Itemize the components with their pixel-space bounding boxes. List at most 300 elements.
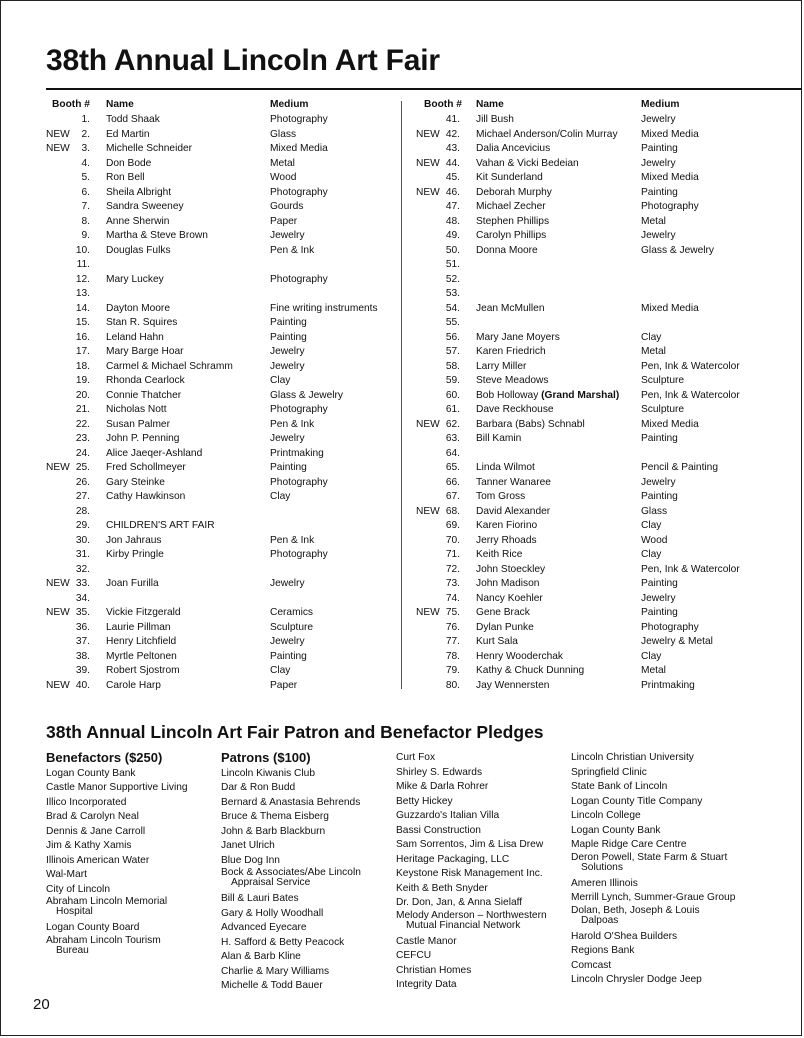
artist-name (106, 432, 179, 447)
booth-number: 11. (76, 259, 90, 270)
artist-name-text: Myrtle Peltonen (106, 650, 177, 662)
artist-name-text: Robert Sjostrom (106, 665, 180, 676)
pledge-item (46, 921, 188, 936)
booth-number: 65. (445, 462, 460, 473)
medium: Jewelry (270, 230, 305, 241)
medium: Mixed Media (641, 302, 699, 314)
pledge-item-text: Logan County Bank (571, 824, 661, 836)
booth-number: 23. (75, 433, 90, 444)
medium: Metal (641, 215, 666, 227)
booth-number: 29. (75, 520, 90, 531)
artist-name-text: Vahan & Vicki Bedeian (476, 157, 579, 169)
artist-name-text: Mary Jane Moyers (476, 331, 560, 343)
medium: Clay (641, 331, 662, 343)
artist-name-text: Jerry Rhoads (476, 534, 537, 546)
artist-name-text: Don Bode (106, 157, 152, 169)
booth-number: 25. (75, 462, 90, 473)
artist-name-text: Jill Bush (476, 114, 514, 125)
new-badge: NEW (416, 418, 440, 430)
pledge-item-text: Heritage Packaging, LLC (396, 853, 510, 865)
booth-number: 52. (445, 273, 460, 285)
pledge-item-text: Dolan, Beth, Joseph & Louis (571, 904, 700, 916)
booth-number: 62. (445, 418, 460, 430)
booth-number: 19. (75, 375, 90, 386)
pledge-item (46, 897, 188, 917)
artist-name-text: Tanner Wanaree (476, 476, 551, 488)
artist-name-text: John Madison (476, 578, 540, 589)
booth-number: 59. (445, 375, 460, 386)
booth-number: 20. (75, 389, 90, 401)
artist-name-text: Gene Brack (476, 607, 530, 618)
artist-name (476, 461, 535, 476)
artist-name (476, 171, 543, 186)
pledge-item-text: Dar & Ron Budd (221, 782, 296, 793)
artist-name (476, 577, 539, 592)
artist-name (106, 534, 162, 549)
pledge-item (46, 839, 188, 854)
medium: Pen, Ink & Watercolor (641, 563, 740, 575)
artist-name-text: Susan Palmer (106, 418, 170, 430)
booth-number: 68. (445, 505, 460, 517)
medium: Jewelry & Metal (641, 636, 713, 647)
new-badge: NEW (416, 607, 440, 618)
pledge-item-continued: Appraisal Service (231, 877, 311, 888)
pledge-item (571, 959, 735, 974)
medium: Jewelry (641, 114, 676, 125)
artist-name (106, 621, 171, 636)
artist-name-text: John Stoeckley (476, 563, 546, 575)
booth-number: 56. (445, 331, 460, 343)
artist-name-text: Kit Sunderland (476, 172, 543, 183)
pledge-item-text: Bernard & Anastasia Behrends (221, 796, 361, 808)
medium: Photography (641, 201, 699, 212)
pledge-item (396, 867, 547, 882)
pledge-item-text: Lincoln Christian University (571, 752, 694, 763)
medium: Metal (641, 665, 666, 676)
artist-name-text: Bill Kamin (476, 433, 522, 444)
artist-name (476, 432, 521, 447)
pledge-item-text: Logan County Bank (46, 767, 136, 779)
artist-name-text: Mary Luckey (106, 273, 164, 285)
artist-name (476, 505, 550, 520)
new-badge: NEW (46, 607, 70, 618)
medium: Photography (270, 404, 328, 415)
pledge-item (396, 896, 547, 911)
artist-name-text: Dylan Punke (476, 621, 534, 633)
medium: Clay (641, 520, 662, 531)
artist-name-text: Dave Reckhouse (476, 404, 554, 415)
booth-number: 37. (75, 636, 90, 647)
booth-number: 24. (75, 447, 90, 459)
artist-name (476, 229, 546, 244)
artist-name-text: Larry Miller (476, 360, 527, 372)
booth-number: 66. (445, 476, 460, 488)
medium: Pen, Ink & Watercolor (641, 360, 740, 372)
artist-name-text: Fred Schollmeyer (106, 462, 186, 473)
pledge-item-text: Springfield Clinic (571, 766, 647, 778)
pledge-item-text: Logan County Board (46, 922, 140, 933)
medium: Ceramics (270, 607, 314, 618)
booth-number: 30. (75, 534, 90, 546)
artist-name (476, 563, 545, 578)
pledge-item (46, 825, 188, 840)
artist-name-text: Karen Friedrich (476, 346, 546, 357)
medium: Clay (270, 375, 291, 386)
medium: Mixed Media (641, 172, 699, 183)
pledge-item-continued: Solutions (581, 861, 623, 873)
pledge-item (396, 766, 547, 781)
booth-number: 6. (81, 186, 90, 198)
booth-number: 14. (75, 302, 90, 314)
booth-number: 35. (75, 607, 90, 618)
artist-name-text: Carolyn Phillips (476, 230, 547, 241)
pledge-item-text: Alan & Barb Kline (221, 951, 301, 962)
booth-number: 54. (445, 302, 460, 314)
artist-name (106, 650, 177, 665)
artist-name-text: Alice Jaeqer-Ashland (106, 447, 203, 459)
artist-name (106, 389, 181, 404)
pledge-item (221, 825, 361, 840)
pledge-item-text: Comcast (571, 959, 612, 971)
medium: Glass & Jewelry (270, 389, 344, 401)
new-badge: NEW (46, 143, 70, 154)
pledge-item (221, 868, 361, 888)
artist-name (476, 345, 546, 360)
medium: Gourds (270, 201, 304, 212)
pledge-item (221, 854, 361, 869)
artist-name (106, 215, 169, 230)
artist-name-text: Kurt Sala (476, 636, 518, 647)
pledge-item (221, 767, 361, 782)
pledge-item (571, 891, 735, 906)
artist-name (476, 490, 525, 505)
artist-name (106, 316, 177, 331)
medium: Clay (270, 665, 291, 676)
pledge-item-continued: Bureau (56, 944, 89, 956)
medium: Painting (641, 578, 678, 589)
pledge-item (396, 882, 547, 897)
artist-name-text: Rhonda Cearlock (106, 375, 185, 386)
medium: Metal (641, 346, 666, 357)
pledge-item (396, 911, 547, 931)
pledge-item (396, 978, 547, 993)
medium: Jewelry (641, 157, 676, 169)
booth-number: 34. (75, 592, 90, 604)
page-number: 20 (33, 996, 50, 1013)
artist-name (106, 519, 215, 534)
booth-number: 78. (445, 650, 460, 662)
booth-number: 9. (81, 230, 90, 241)
medium: Paper (270, 215, 298, 227)
new-badge: NEW (416, 157, 440, 169)
pledge-item (46, 767, 188, 782)
artist-name (106, 142, 192, 157)
medium: Mixed Media (641, 418, 699, 430)
pledge-item (221, 936, 361, 951)
booth-number: 58. (445, 360, 460, 372)
artist-name-text: Dayton Moore (106, 302, 170, 314)
artist-name-text: Ron Bell (106, 172, 145, 183)
pledge-item-text: Harold O'Shea Builders (571, 930, 678, 942)
artist-name (106, 476, 165, 491)
artist-name-text: Todd Shaak (106, 114, 160, 125)
artist-name-text: Stephen Phillips (476, 215, 550, 227)
artist-name (106, 664, 180, 679)
booth-number: 26. (75, 476, 90, 488)
pledge-item (396, 935, 547, 950)
artist-name (476, 389, 619, 404)
medium: Glass (641, 505, 668, 517)
pledge-item (396, 853, 547, 868)
artist-name-text: Anne Sherwin (106, 215, 170, 227)
booth-number: 69. (445, 520, 460, 531)
column-divider (401, 101, 402, 689)
booth-number: 32. (75, 563, 90, 575)
booth-number: 28. (75, 505, 90, 517)
pledge-item-text: Janet Ulrich (221, 840, 275, 851)
artist-name-text: Jay Wennersten (476, 679, 550, 691)
booth-number: 22. (75, 418, 90, 430)
pledge-item (396, 824, 547, 839)
pledge-item (571, 973, 735, 988)
pledge-item-text: Advanced Eyecare (221, 922, 307, 933)
pledge-item-text: Melody Anderson – Northwestern (396, 909, 547, 921)
medium: Mixed Media (270, 143, 328, 154)
artist-name (106, 171, 145, 186)
new-badge: NEW (46, 578, 70, 589)
medium: Glass & Jewelry (641, 244, 715, 256)
medium: Painting (270, 650, 307, 662)
grand-marshal-note: (Grand Marshal) (541, 389, 620, 401)
pledge-item-text: Blue Dog Inn (221, 854, 280, 866)
pledge-item-text: Wal-Mart (46, 869, 87, 880)
medium: Sculpture (641, 375, 685, 386)
booth-number: 51. (445, 259, 460, 270)
artist-name (106, 157, 151, 172)
artist-name-text: Laurie Pillman (106, 621, 171, 633)
artist-name-text: Dalia Ancevicius (476, 143, 551, 154)
artist-name-text: Michelle Schneider (106, 143, 193, 154)
pledge-item-text: Castle Manor (396, 935, 457, 947)
artist-name-text: Deborah Murphy (476, 186, 552, 198)
pledge-item (571, 944, 735, 959)
medium-header: Medium (270, 99, 309, 110)
new-badge: NEW (46, 679, 70, 691)
medium: Photography (270, 549, 328, 560)
artist-name (106, 128, 150, 143)
artist-name-text: Jon Jahraus (106, 534, 162, 546)
booth-number: 5. (81, 172, 90, 183)
artist-name (476, 534, 537, 549)
pledge-item (571, 824, 735, 839)
pledge-item (571, 838, 735, 853)
artist-name-text: Ed Martin (106, 128, 150, 140)
booth-number: 33. (75, 578, 90, 589)
booth-number: 80. (445, 679, 460, 691)
pledge-item-text: H. Safford & Betty Peacock (221, 936, 345, 948)
artist-name (476, 650, 563, 665)
pledge-item (571, 930, 735, 945)
artist-name-text: Michael Anderson/Colin Murray (476, 128, 618, 140)
artist-name (106, 345, 184, 360)
booth-number: 79. (445, 665, 460, 676)
booth-number: 61. (445, 404, 460, 415)
artist-name (476, 128, 618, 143)
medium: Sculpture (641, 404, 685, 415)
benefactors-heading: Benefactors ($250) (46, 750, 163, 765)
artist-name (476, 606, 530, 621)
artist-name-text: Nancy Koehler (476, 592, 543, 604)
artist-name-text: Mary Barge Hoar (106, 346, 184, 357)
pledge-item-text: Brad & Carolyn Neal (46, 811, 139, 822)
artist-name-text: Cathy Hawkinson (106, 491, 186, 502)
artist-name-text: David Alexander (476, 505, 551, 517)
artist-name (476, 403, 554, 418)
pledge-item-text: Abraham Lincoln Tourism (46, 934, 161, 946)
patrons-column (221, 751, 361, 994)
artist-name (106, 244, 171, 259)
booth-number: 64. (445, 447, 460, 459)
artist-name (106, 447, 202, 462)
artist-name-text: Kirby Pringle (106, 549, 164, 560)
pledge-item-continued: Mutual Financial Network (406, 919, 521, 931)
pledge-item-text: Betty Hickey (396, 795, 453, 807)
pledge-item-text: Sam Sorrentos, Jim & Lisa Drew (396, 839, 544, 850)
booth-number: 27. (75, 491, 90, 502)
booth-number: 49. (445, 230, 460, 241)
pledge-item-text: Shirley S. Edwards (396, 766, 483, 778)
medium: Metal (270, 157, 295, 169)
booth-number: 8. (81, 215, 90, 227)
pledge-item-text: Charlie & Mary Williams (221, 965, 330, 977)
booth-number: 46. (445, 186, 460, 198)
pledge-item (221, 965, 361, 980)
artist-name (476, 186, 552, 201)
pledge-item-text: Merrill Lynch, Summer-Graue Group (571, 892, 736, 903)
medium: Painting (270, 331, 307, 343)
pledge-item-text: Dr. Don, Jan, & Anna Sielaff (396, 897, 523, 908)
artist-name (106, 461, 186, 476)
medium: Painting (641, 433, 678, 444)
booth-number: 15. (75, 317, 90, 328)
booth-number: 57. (445, 346, 460, 357)
pledge-item (396, 949, 547, 964)
pledge-item (221, 781, 361, 796)
booth-number: 75. (445, 607, 460, 618)
medium: Pen & Ink (270, 418, 315, 430)
booth-number: 39. (75, 665, 90, 676)
artist-name (476, 302, 545, 317)
medium: Fine writing instruments (270, 302, 378, 314)
pledges-title: 38th Annual Lincoln Art Fair Patron and Benefactor Pledges (46, 722, 544, 742)
booth-number: 47. (445, 201, 460, 212)
pledge-item-text: Bill & Lauri Bates (221, 893, 299, 904)
medium: Jewelry (270, 360, 305, 372)
pledge-item (571, 751, 735, 766)
pledge-item (571, 766, 735, 781)
name-header: Name (476, 99, 504, 110)
pledge-item (571, 877, 735, 892)
medium: Photography (270, 186, 328, 198)
new-badge: NEW (416, 128, 440, 140)
medium: Jewelry (270, 346, 305, 357)
artist-name-text: Michael Zecher (476, 201, 546, 212)
pledge-item (46, 868, 188, 883)
artist-name-text: John P. Penning (106, 433, 180, 444)
artist-name-text: Nicholas Nott (106, 404, 167, 415)
artist-name-text: Kathy & Chuck Dunning (476, 665, 585, 676)
artist-name (476, 113, 514, 128)
medium: Printmaking (270, 447, 324, 459)
booth-number: 12. (75, 273, 90, 285)
medium: Photography (270, 273, 328, 285)
pledge-item (221, 979, 361, 994)
pledge-item (46, 796, 188, 811)
artist-name (476, 157, 579, 172)
artist-name (106, 360, 233, 375)
booth-number: 2. (81, 128, 90, 140)
new-badge: NEW (416, 505, 440, 517)
artist-name-text: Steve Meadows (476, 375, 549, 386)
booth-number: 71. (445, 549, 460, 560)
pledge-item-text: John & Barb Blackburn (221, 825, 326, 837)
pledge-item-text: Bock & Associates/Abe Lincoln (221, 867, 361, 878)
medium: Paper (270, 679, 298, 691)
pledge-item-text: Ameren Illinois (571, 877, 638, 889)
booth-number: 53. (445, 288, 460, 299)
pledge-item (396, 780, 547, 795)
pledge-item-text: Lincoln Kiwanis Club (221, 767, 316, 779)
artist-name-text: Sandra Sweeney (106, 201, 184, 212)
medium: Sculpture (270, 621, 314, 633)
artist-name (476, 215, 549, 230)
medium: Glass (270, 128, 297, 140)
pledge-item-text: City of Lincoln (46, 883, 110, 895)
booth-number: 21. (75, 404, 90, 415)
medium: Jewelry (270, 636, 305, 647)
medium: Painting (641, 186, 678, 198)
medium: Printmaking (641, 679, 695, 691)
artist-name (106, 374, 185, 389)
artist-name (106, 113, 160, 128)
artist-name (476, 200, 546, 215)
pledge-item (571, 853, 735, 873)
pledge-item (221, 892, 361, 907)
artist-name (476, 360, 526, 375)
booth-number: 4. (81, 157, 90, 169)
medium: Clay (270, 491, 291, 502)
artist-name-text: Carmel & Michael Schramm (106, 360, 233, 372)
pledge-item-text: CEFCU (396, 950, 432, 961)
pledge-item-text: Jim & Kathy Xamis (46, 840, 132, 851)
pledge-item (46, 883, 188, 898)
pledge-item-text: Deron Powell, State Farm & Stuart (571, 851, 728, 863)
artist-name (476, 476, 551, 491)
artist-name (476, 679, 549, 694)
artist-name (106, 606, 181, 621)
pledge-item-text: Castle Manor Supportive Living (46, 782, 188, 793)
pledge-item (46, 781, 188, 796)
artist-name (106, 679, 161, 694)
pledge-item-text: Regions Bank (571, 945, 635, 956)
artist-name-text: Connie Thatcher (106, 389, 182, 401)
booth-number: 74. (445, 592, 460, 604)
patrons-heading: Patrons ($100) (221, 750, 311, 765)
medium: Pencil & Painting (641, 462, 719, 473)
pledge-item-text: State Bank of Lincoln (571, 781, 668, 792)
pledge-item-text: Keith & Beth Snyder (396, 882, 488, 894)
pledge-item (396, 838, 547, 853)
